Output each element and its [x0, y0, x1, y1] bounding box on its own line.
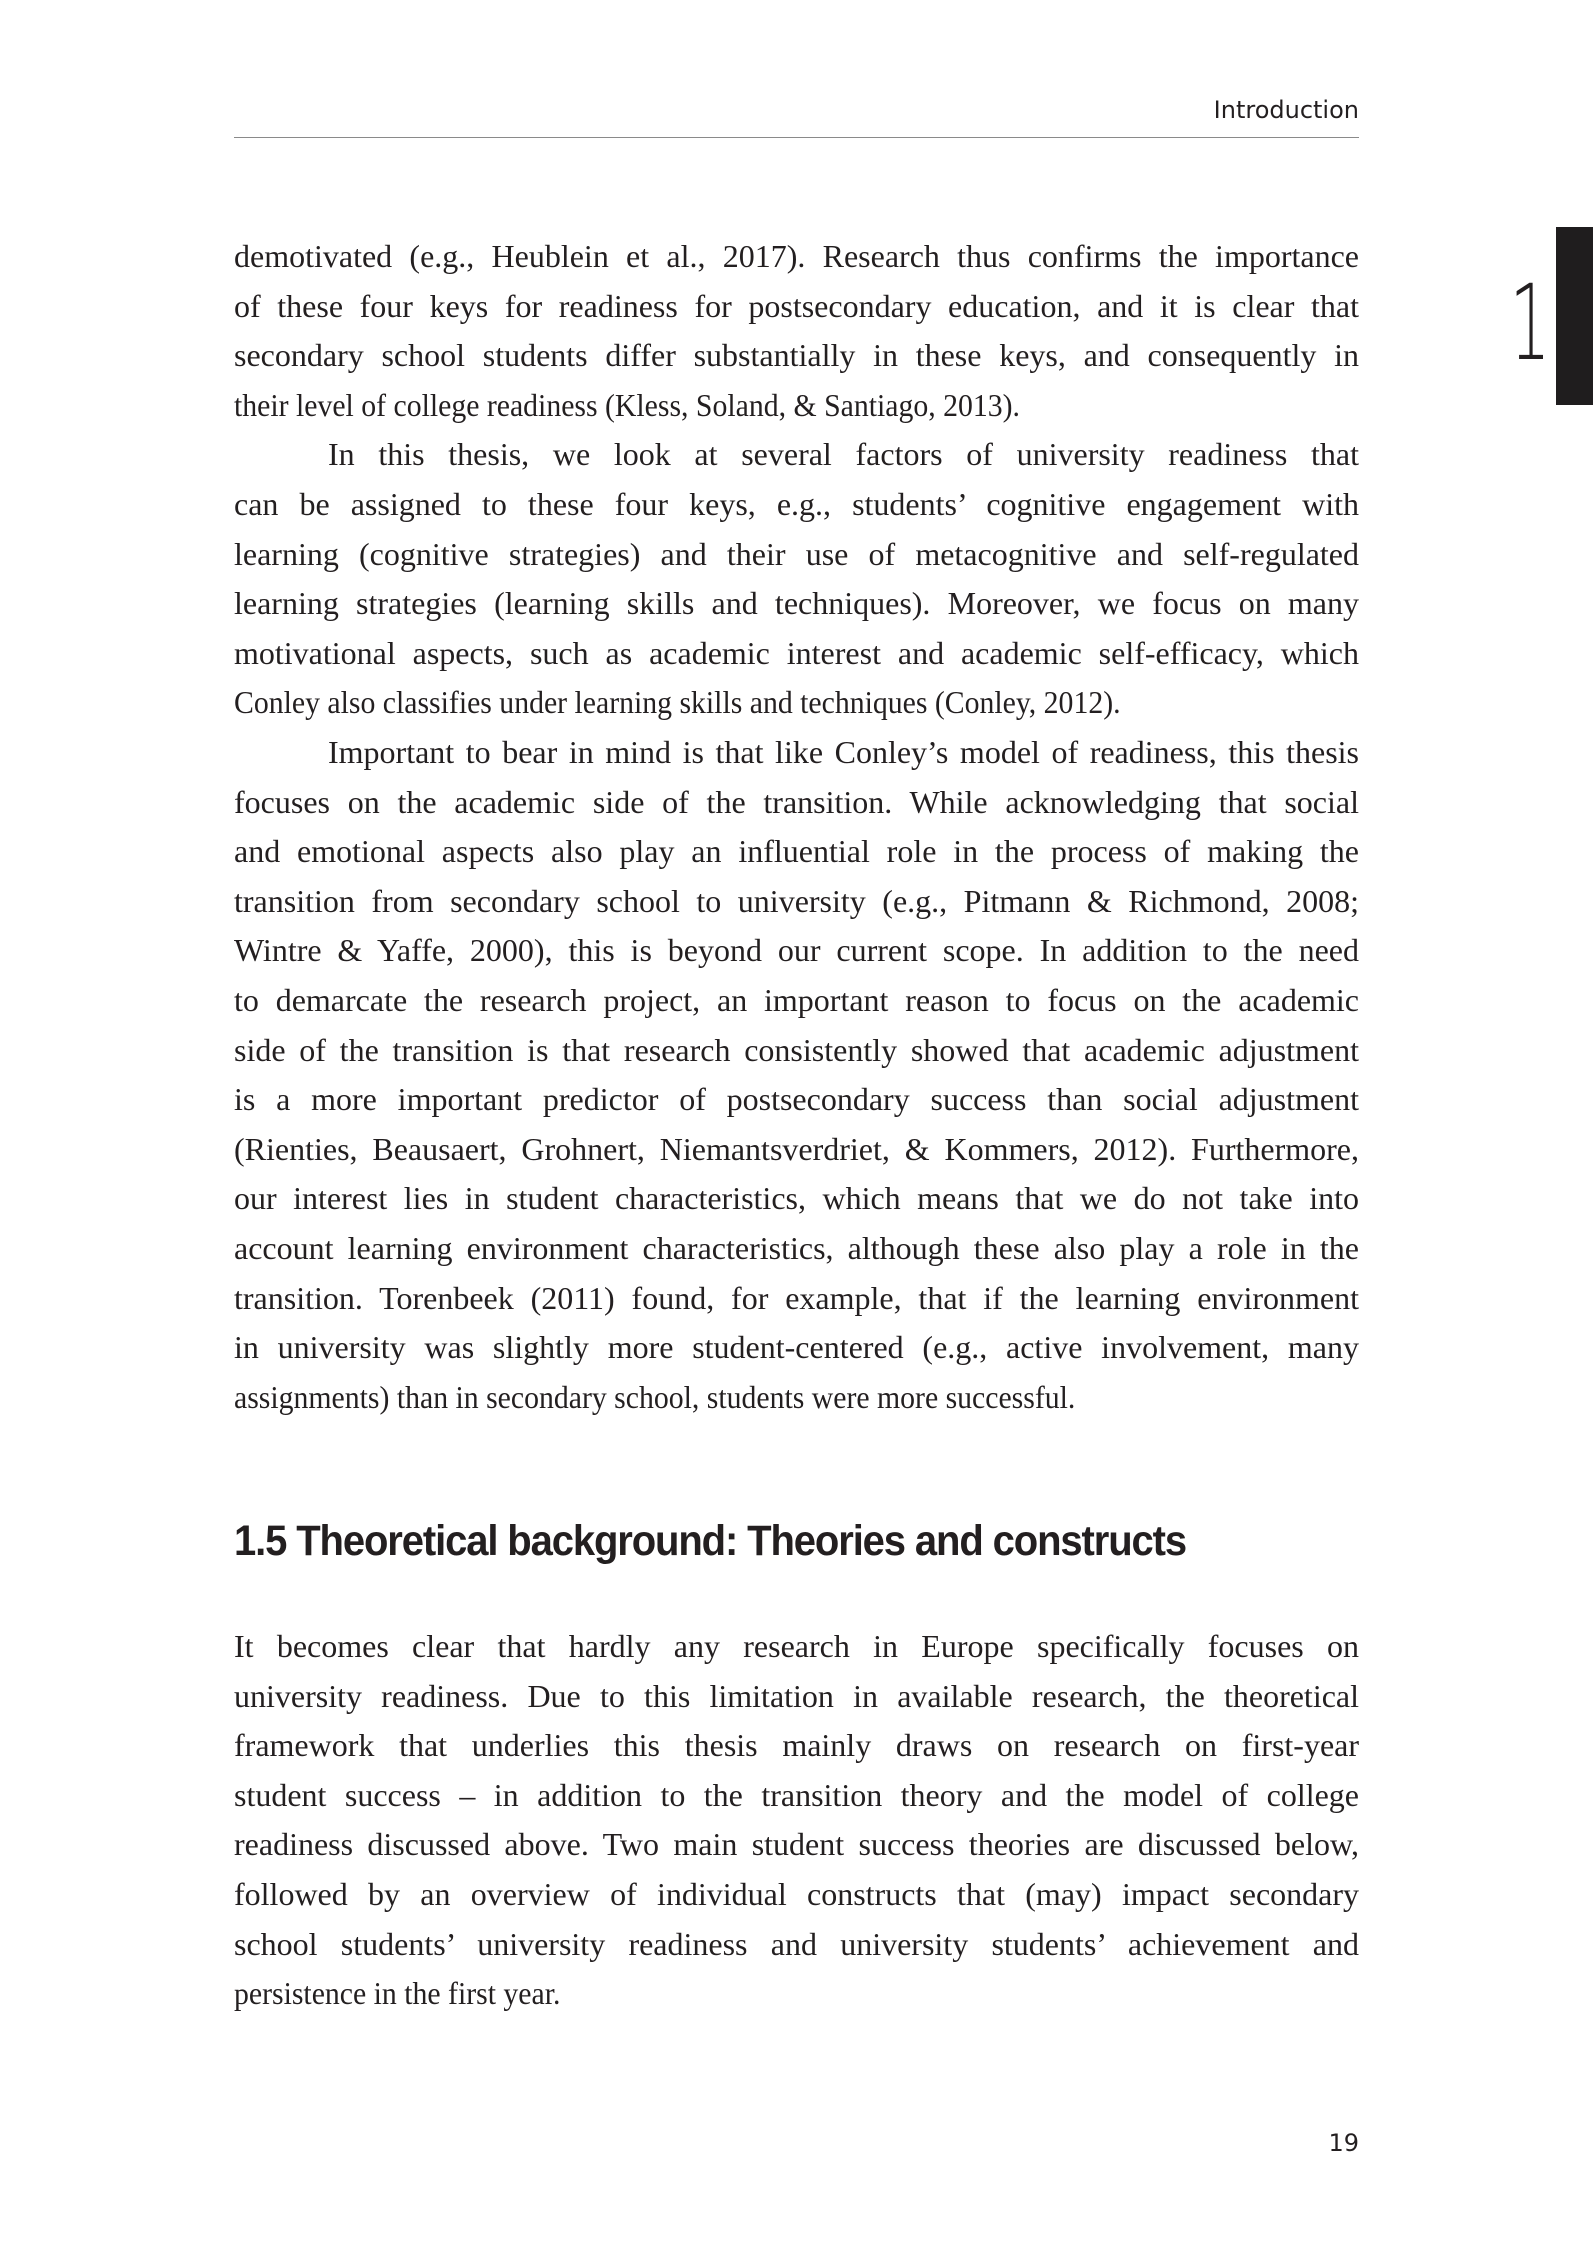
text-line: secondary school students differ substantially in these keys, and consequently in — [234, 337, 1359, 374]
chapter-thumb-tab — [1556, 227, 1593, 405]
text-line: in university was slightly more student-centered (e.g., active involvement, many — [234, 1329, 1359, 1366]
text-line: is a more important predictor of postsecondary success than social adjustment — [234, 1081, 1359, 1118]
text-line: to demarcate the research project, an important reason to focus on the academic — [234, 982, 1359, 1018]
text-line: can be assigned to these four keys, e.g., students’ cognitive engagement with — [234, 486, 1359, 522]
text-line: learning (cognitive strategies) and their use of metacognitive and self-regulated — [234, 535, 1359, 572]
text-line: It becomes clear that hardly any research in Europe specifically focuses on — [234, 1628, 1359, 1664]
text-line: of these four keys for readiness for postsecondary education, and it is clear that — [234, 287, 1359, 324]
text-line: and emotional aspects also play an influential role in the process of making the — [234, 833, 1359, 870]
running-header-title: Introduction — [1213, 96, 1359, 124]
text-line: focuses on the academic side of the transition. While acknowledging that social — [234, 783, 1359, 820]
text-line: assignments) than in secondary school, students were more successful. — [234, 1378, 1076, 1415]
text-line: side of the transition is that research consistently showed that academic adjustment — [234, 1031, 1359, 1068]
text-line: In this thesis, we look at several factors of university readiness that — [328, 436, 1359, 473]
text-line: account learning environment characteristics, although these also play a role in the — [234, 1230, 1359, 1266]
text-line: transition. Torenbeek (2011) found, for example, that if the learning environment — [234, 1279, 1359, 1316]
text-line: followed by an overview of individual constructs that (may) impact secondary — [234, 1876, 1359, 1912]
page-number: 19 — [1328, 2129, 1359, 2157]
text-line: (Rienties, Beausaert, Grohnert, Niemantsverdriet, & Kommers, 2012). Furthermore, — [234, 1130, 1359, 1167]
text-line: student success – in addition to the transition theory and the model of college — [234, 1776, 1359, 1813]
section-heading: 1.5 Theoretical background: Theories and constructs — [234, 1517, 1186, 1565]
text-line: motivational aspects, such as academic interest and academic self-efficacy, which — [234, 634, 1359, 671]
text-line: Wintre & Yaffe, 2000), this is beyond our current scope. In addition to the need — [234, 932, 1359, 969]
header-rule — [234, 137, 1359, 138]
text-line: university readiness. Due to this limitation in available research, the theoretical — [234, 1677, 1359, 1714]
text-line: learning strategies (learning skills and techniques). Moreover, we focus on many — [234, 585, 1359, 622]
chapter-number: 1 — [1509, 262, 1551, 384]
text-line: Important to bear in mind is that like Conley’s model of readiness, this thesis — [328, 734, 1359, 770]
text-line: framework that underlies this thesis mainly draws on research on first-year — [234, 1727, 1359, 1764]
text-line: Conley also classifies under learning skills and techniques (Conley, 2012). — [234, 684, 1121, 721]
text-line: school students’ university readiness and university students’ achievement and — [234, 1925, 1359, 1962]
text-line: their level of college readiness (Kless, Soland, & Santiago, 2013). — [234, 386, 1020, 423]
text-line: transition from secondary school to university (e.g., Pitmann & Richmond, 2008; — [234, 882, 1359, 919]
text-line: demotivated (e.g., Heublein et al., 2017). Research thus confirms the importance — [234, 238, 1359, 274]
text-line: our interest lies in student characteristics, which means that we do not take into — [234, 1180, 1359, 1217]
text-line: persistence in the first year. — [234, 1975, 561, 2012]
text-line: readiness discussed above. Two main student success theories are discussed below, — [234, 1826, 1359, 1863]
